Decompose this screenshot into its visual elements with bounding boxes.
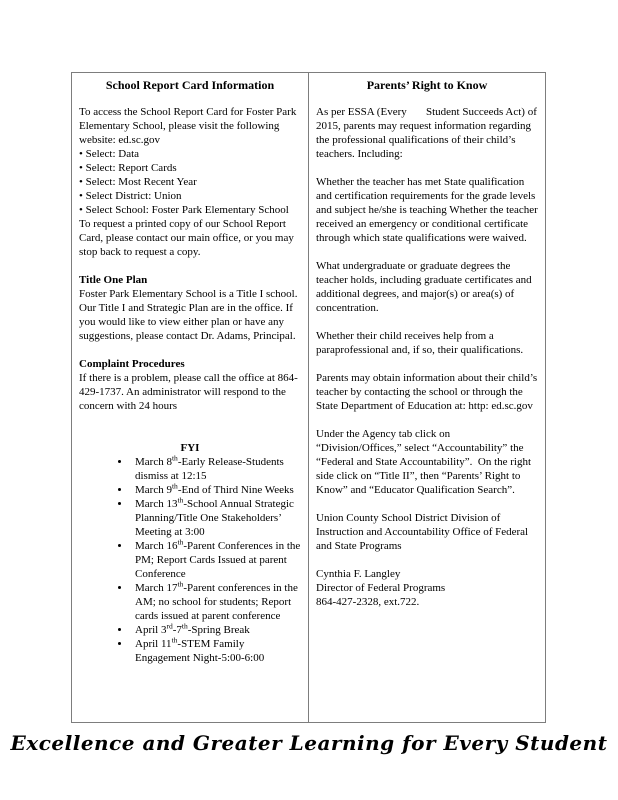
- fyi-list-item: • April 3rd-7th-Spring Break: [131, 623, 301, 637]
- title-one-plan-paragraph: Foster Park Elementary School is a Title I school. Our Title I and Strategic Plan are in the office. If you would like to view either plan or have any suggestions, please contact Dr. Adams, Principal.: [79, 288, 298, 342]
- info-table: [71, 72, 546, 723]
- spacer: [316, 245, 538, 259]
- spacer: [316, 357, 538, 371]
- fyi-list: [79, 455, 301, 665]
- select-step-report-cards: • Select: Report Cards: [79, 162, 177, 174]
- obtain-information-paragraph: Parents may obtain information about their child’s teacher by contacting the school or through the State Department of Education at: http: ed.sc.gov: [316, 372, 538, 412]
- spacer: [316, 497, 538, 511]
- fyi-list-item: • March 13th-School Annual Strategic Planning/Title One Stakeholders’ Meeting at 3:00: [131, 497, 301, 539]
- spacer: [79, 343, 301, 357]
- agency-tab-paragraph: Under the Agency tab click on “Division/Offices,” select “Accountability” the “Federal and State Accountability”. On the right side click on “Title II”, then “Parents’ Right to Know” and “Educator Qualification Search”.: [316, 428, 532, 496]
- spacer: [316, 553, 538, 567]
- school-report-card-column: [72, 73, 309, 722]
- spacer: [79, 259, 301, 273]
- spacer: [79, 427, 301, 441]
- contact-name: Cynthia F. Langley: [316, 568, 401, 580]
- footer-tagline: Excellence and Greater Learning for Every Student: [10, 731, 608, 755]
- spacer: [316, 161, 538, 175]
- essa-paragraph: As per ESSA (Every Student Succeeds Act) of 2015, parents may request information regarding the professional qualifications of their child’s teachers. Including:: [316, 106, 537, 160]
- spacer: [316, 315, 538, 329]
- select-step-most-recent-year: • Select: Most Recent Year: [79, 176, 197, 188]
- complaint-procedures-heading: Complaint Procedures: [79, 358, 185, 370]
- parents-right-to-know-column-body: [316, 105, 538, 609]
- school-report-card-column-title: School Report Card Information: [105, 78, 275, 92]
- contact-title: Director of Federal Programs: [316, 582, 446, 594]
- parents-right-to-know-column-title: Parents’ Right to Know: [366, 78, 488, 92]
- district-office-paragraph: Union County School District Division of Instruction and Accountability Office of Federal and State Programs: [316, 512, 529, 552]
- select-step-data: • Select: Data: [79, 148, 140, 160]
- printed-copy-paragraph: To request a printed copy of our School Report Card, please contact our main office, or you may stop back to request a copy.: [79, 218, 294, 258]
- state-qualification-paragraph: Whether the teacher has met State qualification and certification requirements for the grade levels and subject he/she is teaching Whether the teacher received an emergency or conditional certificate through which state qualifications were waived.: [316, 176, 538, 244]
- fyi-list-item: • March 8th-Early Release-Students dismiss at 12:15: [131, 455, 301, 483]
- select-step-district: • Select District: Union: [79, 190, 182, 202]
- fyi-list-item: • March 9th-End of Third Nine Weeks: [131, 483, 301, 497]
- parents-right-to-know-column: [309, 73, 545, 722]
- paraprofessional-paragraph: Whether their child receives help from a paraprofessional and, if so, their qualifications.: [316, 330, 524, 356]
- select-step-school: • Select School: Foster Park Elementary School: [79, 204, 289, 216]
- fyi-heading: FYI: [180, 442, 200, 454]
- school-report-card-column-body: [79, 105, 301, 665]
- fyi-list-item: • April 11th-STEM Family Engagement Night-5:00-6:00: [131, 637, 301, 665]
- fyi-list-item: • March 17th-Parent conferences in the AM; no school for students; Report cards issued at parent conference: [131, 581, 301, 623]
- spacer: [316, 413, 538, 427]
- complaint-procedures-paragraph: If there is a problem, please call the office at 864-429-1737. An administrator will respond to the concern with 24 hours: [79, 372, 298, 412]
- report-card-access-paragraph: To access the School Report Card for Foster Park Elementary School, please visit the following website: ed.sc.gov: [79, 106, 297, 146]
- fyi-list-item: • March 16th-Parent Conferences in the PM; Report Cards Issued at parent Conference: [131, 539, 301, 581]
- title-one-plan-heading: Title One Plan: [79, 274, 148, 286]
- degrees-paragraph: What undergraduate or graduate degrees the teacher holds, including graduate certificates and additional degrees, and major(s) or area(s) of concentration.: [316, 260, 532, 314]
- contact-phone: 864-427-2328, ext.722.: [316, 596, 420, 608]
- spacer: [79, 413, 301, 427]
